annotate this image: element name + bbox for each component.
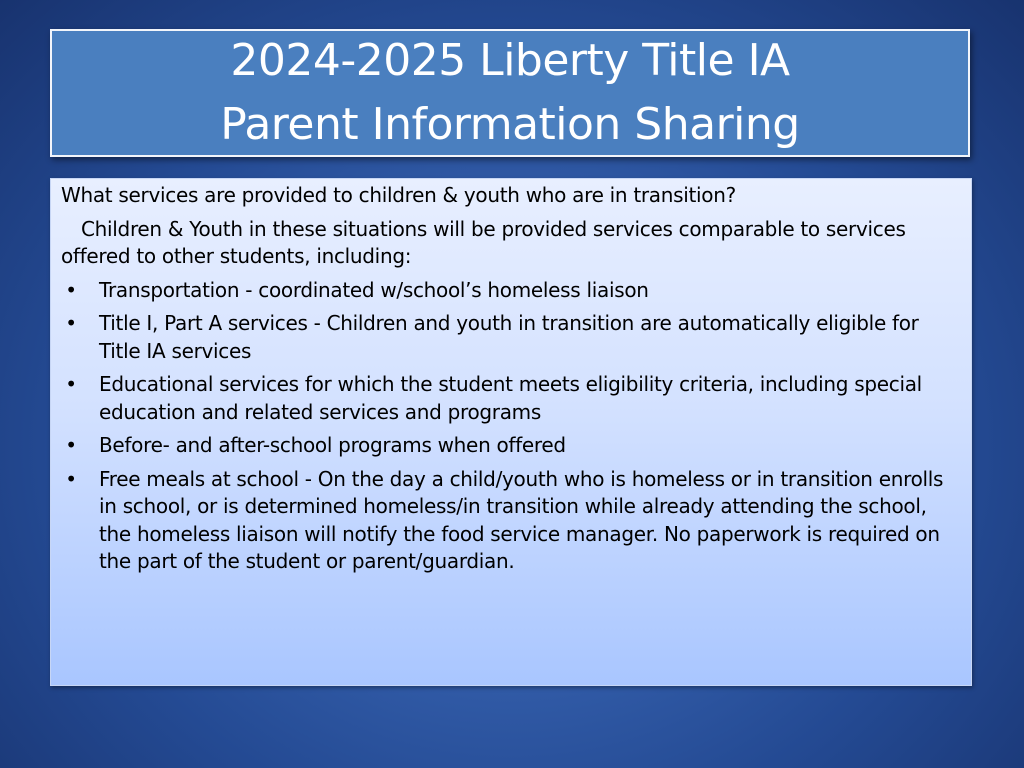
bullet-icon: • — [65, 277, 77, 302]
bullet-icon: • — [65, 433, 77, 457]
title-line-2: Parent Information Sharing — [220, 99, 800, 150]
list-item-text: Educational services for which the student meets eligibility criteria, including special education and related services and programs — [99, 372, 922, 424]
question-text: What services are provided to children & youth who are in transition? — [61, 183, 736, 207]
bullet-icon: • — [65, 466, 77, 491]
list-item — [61, 310, 963, 365]
list-item-text: Title I, Part A services - Children and youth in transition are automatically eligible for Title IA services — [99, 311, 919, 363]
list-item — [61, 371, 963, 426]
list-item-text: Free meals at school - On the day a child/youth who is homeless or in transition enrolls in school, or is determined homeless/in transition while already attending the school, the homeless liaison will notify the food service manager. No paperwork is required on the part of the student or parent/guardian. — [99, 466, 944, 573]
list-item-text: Transportation - coordinated w/school’s homeless liaison — [99, 277, 649, 302]
bullet-icon: • — [65, 311, 77, 335]
intro-text: Children & Youth in these situations will be provided services comparable to services offered to other students, including: — [61, 216, 906, 268]
bullet-icon: • — [65, 372, 77, 396]
services-list — [61, 277, 963, 576]
list-item — [61, 277, 963, 305]
title-line-1: 2024-2025 Liberty Title IA — [230, 35, 790, 86]
title-box — [50, 29, 970, 157]
list-item — [61, 432, 963, 460]
list-item — [61, 466, 963, 576]
list-item-text: Before- and after-school programs when offered — [99, 433, 566, 457]
content-box — [50, 178, 972, 686]
